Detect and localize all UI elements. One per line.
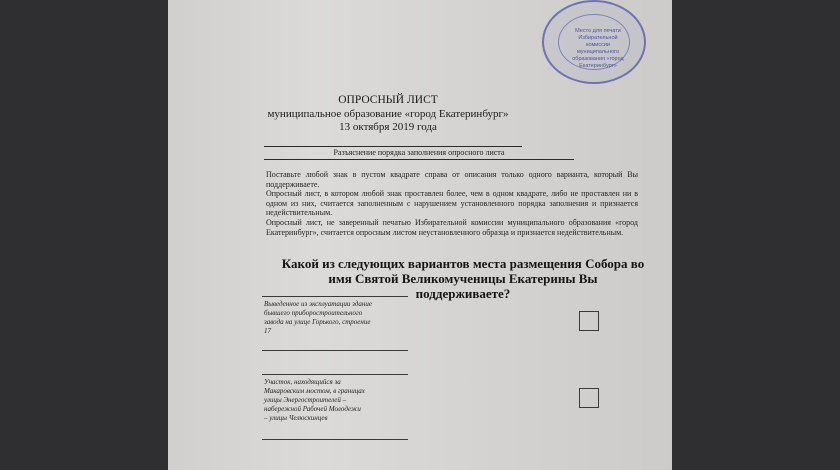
instructions-block — [266, 170, 638, 237]
option-2-checkbox[interactable] — [579, 388, 599, 408]
stamp-text: Место для печати Избирательной комиссии муниципального образования «город Екатеринбург» — [572, 28, 624, 69]
option-separator — [262, 296, 408, 297]
option-1-text: Выведенное из эксплуатации здание бывшего приборостроительного завода на улице Горького, строение 17 — [264, 300, 372, 335]
document-subtitle: муниципальное образование «город Екатеринбург» — [267, 108, 509, 120]
instruction-paragraph: Поставьте любой знак в пустом квадрате справа от описания только одного варианта, который Вы поддерживаете. — [266, 170, 638, 189]
divider-top — [264, 146, 522, 147]
document-date: 13 октября 2019 года — [339, 121, 437, 133]
ballot-paper — [168, 0, 672, 470]
commission-stamp — [542, 0, 646, 84]
explanation-heading: Разъяснение порядка заполнения опросного листа — [333, 148, 505, 157]
option-separator — [262, 439, 408, 440]
option-1-checkbox[interactable] — [579, 311, 599, 331]
survey-question: Какой из следующих вариантов места размещения Собора во имя Святой Великомученицы Екатерины Вы поддерживаете? — [281, 256, 645, 301]
instruction-paragraph: Опросный лист, не заверенный печатью Избирательной комиссии муниципального образования «город Екатеринбург», считается опросным листом неустановленного образца и признается недействительным. — [266, 217, 638, 237]
divider-bottom — [264, 159, 574, 160]
instruction-paragraph: Опросный лист, в котором любой знак проставлен более, чем в одном квадрате, либо не проставлен ни в одном из них, считается заполненным с нарушением установленного порядка заполнения и признается недействительным. — [266, 189, 638, 218]
option-separator — [262, 350, 408, 351]
option-separator — [262, 374, 408, 375]
option-2-text: Участок, находящийся за Макаровским мостом, в границах улицы Энергостроителей – набережной Рабочей Молодежи – улицы Челюскинцев — [264, 378, 365, 422]
document-title: ОПРОСНЫЙ ЛИСТ — [338, 94, 438, 106]
